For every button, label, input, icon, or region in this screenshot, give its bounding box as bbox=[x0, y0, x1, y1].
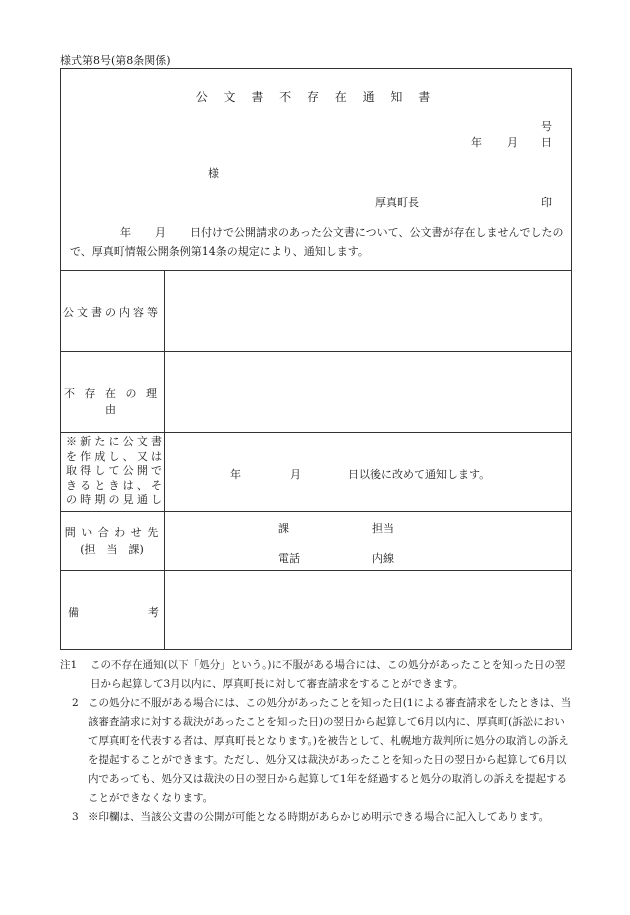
future-text: 日以後に改めて通知します。 bbox=[348, 468, 491, 481]
reason-field[interactable] bbox=[168, 355, 568, 429]
reason-label: 不 存 在 の 理 由 bbox=[64, 387, 160, 416]
note-3: 3 ※印欄は、当該公文書の公開が可能となる時期があらかじめ明示できる場合に記入してあります。 bbox=[72, 811, 550, 823]
note-2: 2 この処分に不服がある場合には、この処分があったことを知った日(1による審査請求をしたときは、当該審査請求に対する裁決があったことを知った日)の翌日から起算して6月以内に、厚真町(訴訟において厚真町を代表する者は、厚真町長となります。)を被告として、札幌地方裁判所に処分の取消しの訴えを提起することができます。ただし、処分又は裁決があったことを知った日の翌日から起算して6月以内であっても、処分又は裁決の日の翌日から起算して1年を経過すると処分の取消しの訴えを提起することができなくなります。 bbox=[72, 697, 572, 804]
intro-month: 月 bbox=[155, 226, 166, 239]
intro-paragraph bbox=[70, 223, 570, 261]
number-label: 号 bbox=[541, 120, 552, 133]
document-title: 公 文 書 不 存 在 通 知 書 bbox=[195, 90, 437, 104]
contact-person: 担当 bbox=[372, 522, 394, 535]
divider-future bbox=[60, 511, 572, 512]
remarks-label-left: 備 bbox=[68, 606, 79, 619]
contents-label: 公文書の内容等 bbox=[63, 306, 161, 319]
notes-section bbox=[60, 656, 574, 827]
form-number: 様式第8号(第8条関係) bbox=[60, 54, 171, 67]
divider-contact bbox=[60, 570, 572, 571]
divider-contents bbox=[60, 351, 572, 352]
label-column-divider bbox=[164, 270, 165, 650]
future-year: 年 bbox=[230, 468, 241, 481]
date-month: 月 bbox=[507, 136, 518, 149]
remarks-label-right: 考 bbox=[148, 606, 159, 619]
intro-year: 年 bbox=[120, 226, 131, 239]
divider-reason bbox=[60, 432, 572, 433]
future-label: ※新たに公文書 を作成し、又は 取得して公開で きるときは、そ の時期の見通し bbox=[66, 435, 162, 506]
remarks-field[interactable] bbox=[168, 574, 568, 646]
note-1: 注1 この不存在通知(以下「処分」という。)に不服がある場合には、この処分があったことを知った日の翌日から起算して3月以内に、厚真町長に対して審査請求をすることができます。 bbox=[60, 659, 566, 690]
issuer-name: 厚真町長 bbox=[375, 196, 419, 209]
contact-label: 問 い 合 わ せ 先 (担 当 課) bbox=[64, 526, 160, 556]
intro-text: 日付けで公開請求のあった公文書について、公文書が存在しませんでしたので、厚真町情報公開条例第14条の規定により、通知します。 bbox=[70, 226, 564, 258]
seal-mark: 印 bbox=[541, 196, 552, 209]
addressee-suffix: 様 bbox=[208, 167, 219, 180]
date-year: 年 bbox=[471, 136, 482, 149]
contact-section: 課 bbox=[278, 522, 289, 535]
divider-header bbox=[60, 270, 572, 271]
date-day: 日 bbox=[541, 136, 552, 149]
contact-extension: 内線 bbox=[372, 552, 394, 565]
future-month: 月 bbox=[290, 468, 301, 481]
contents-field[interactable] bbox=[168, 274, 568, 348]
contact-phone: 電話 bbox=[278, 552, 300, 565]
